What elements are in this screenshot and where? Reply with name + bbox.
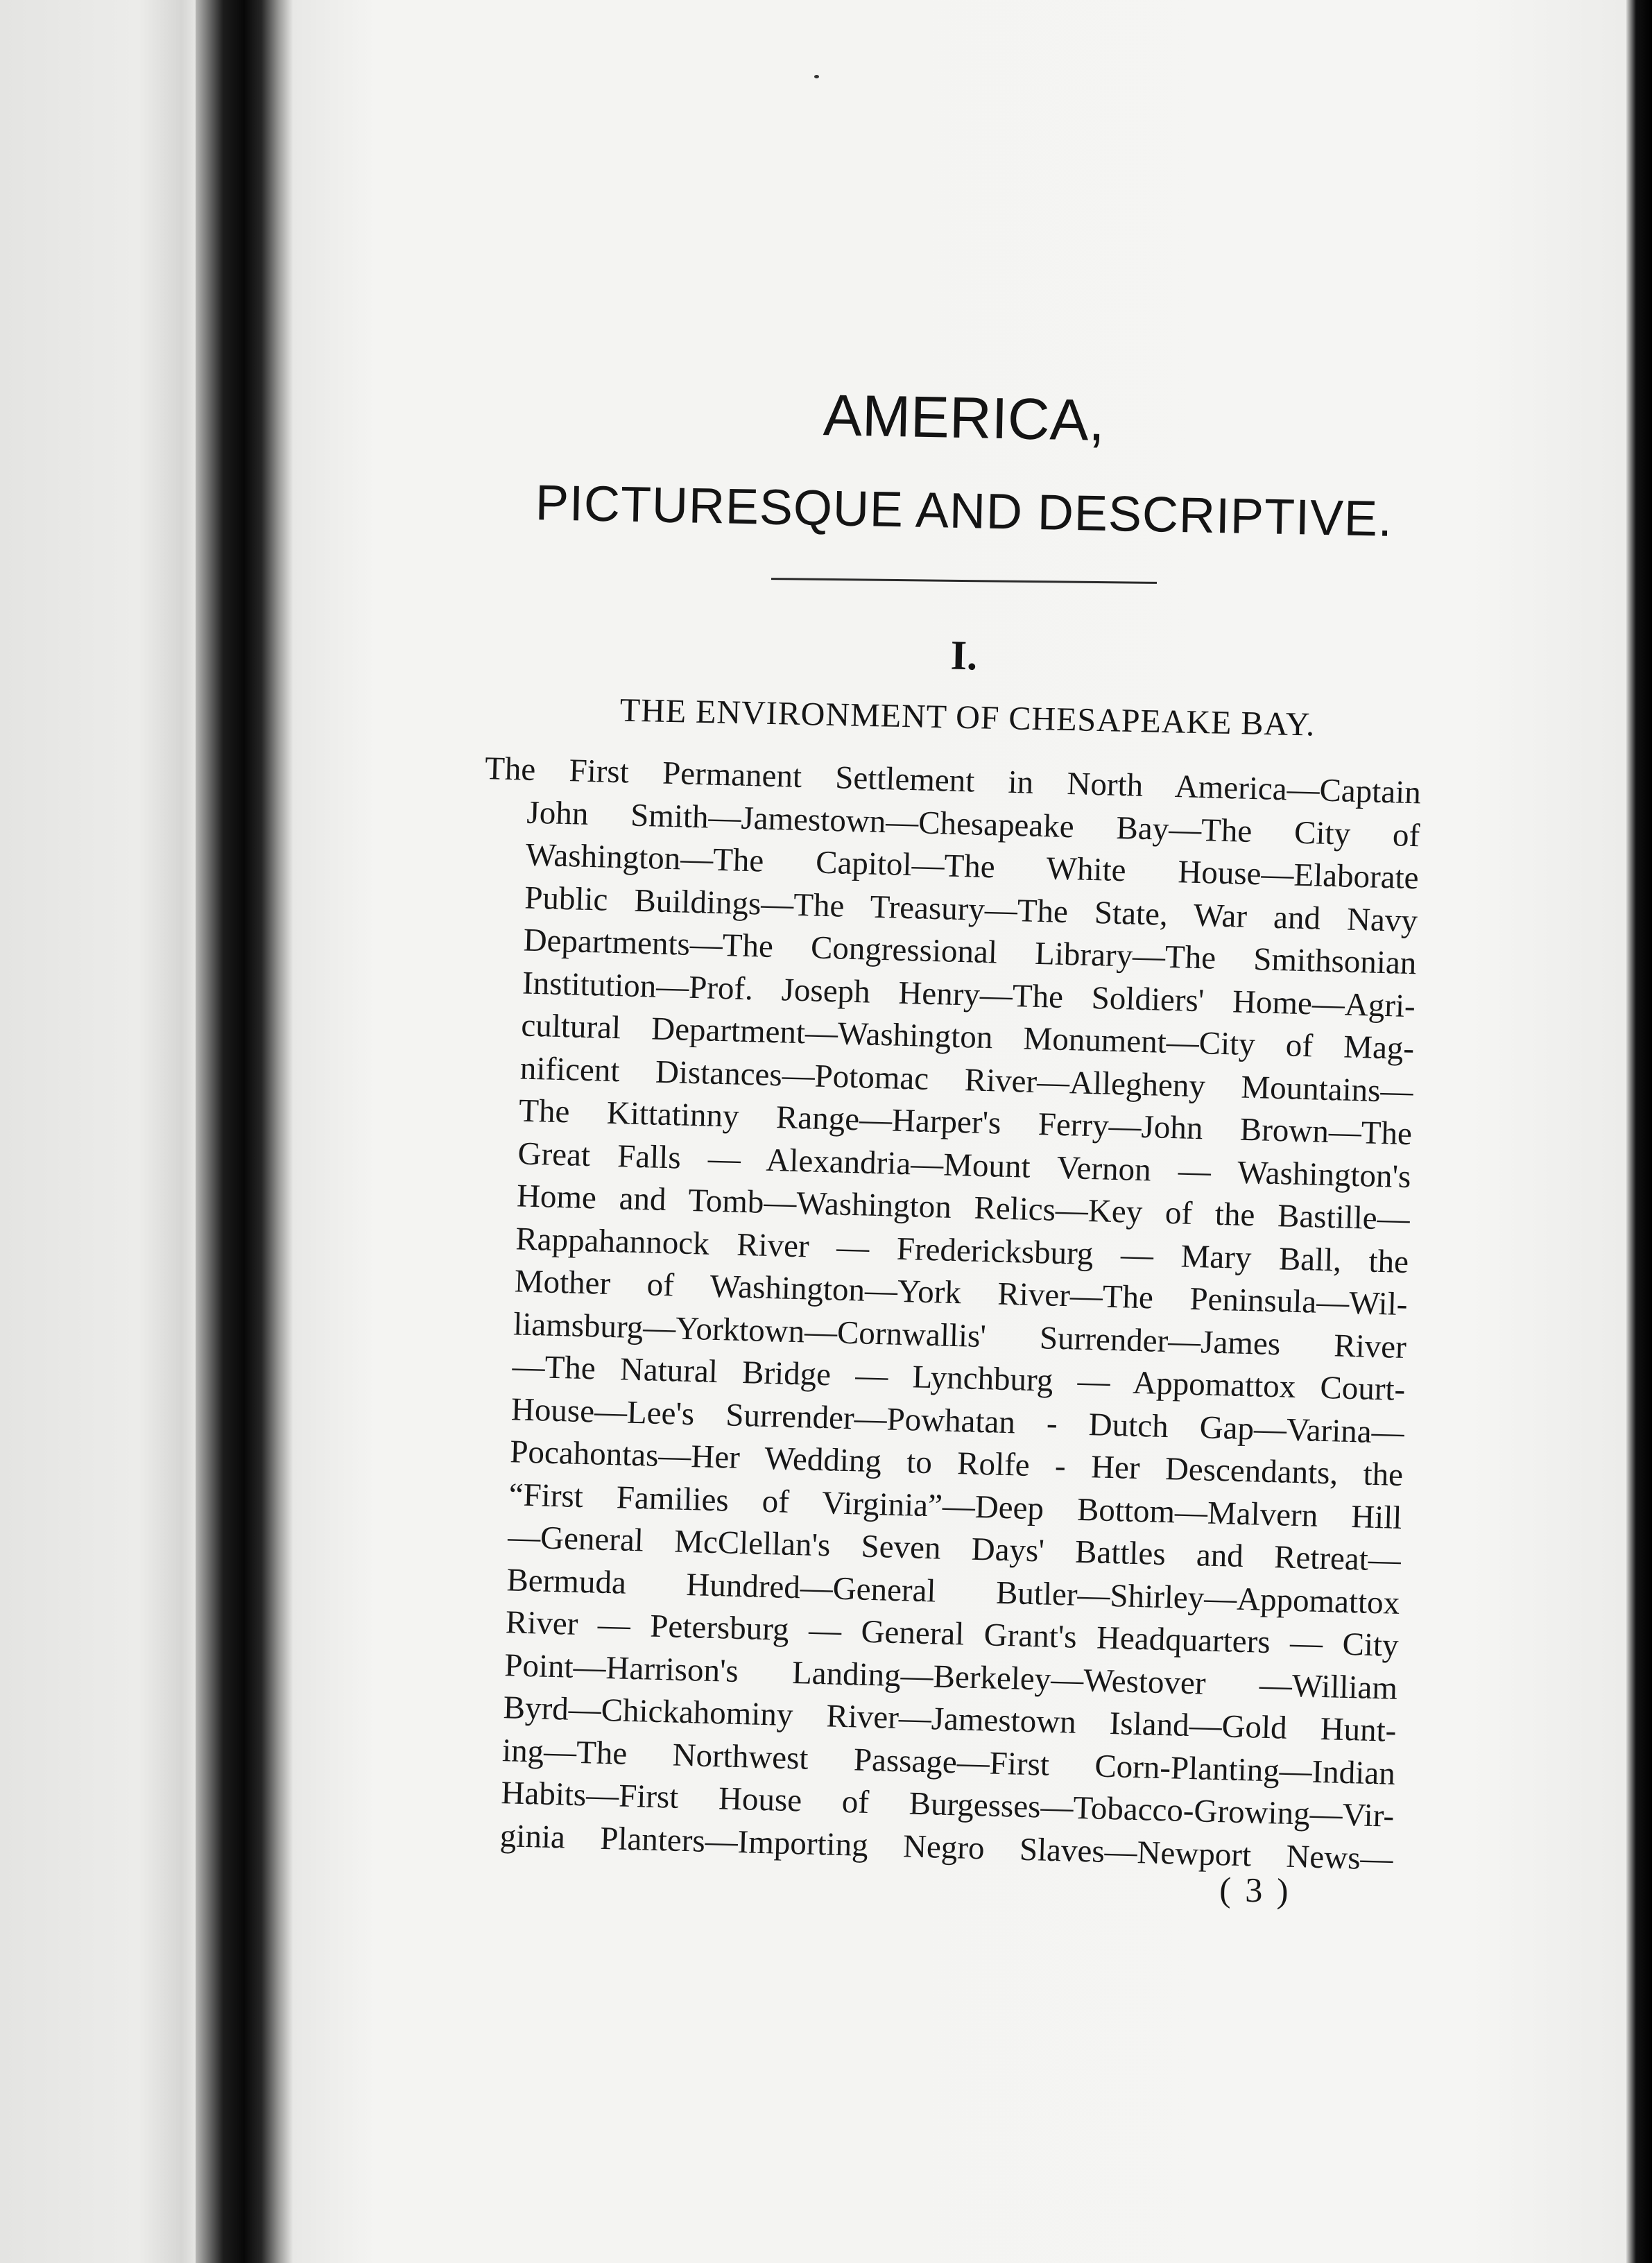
book-gutter-shadow bbox=[196, 0, 293, 2263]
synopsis-line: River — Petersburg — General Grant's Headquarters — City bbox=[505, 1604, 1400, 1664]
synopsis-line: The First Permanent Settlement in North America—Captain bbox=[484, 750, 1422, 811]
synopsis-line: Washington—The Capitol—The White House—Elaborate bbox=[525, 836, 1420, 897]
chapter-synopsis bbox=[456, 748, 1428, 1881]
synopsis-line: Departments—The Congressional Library—The Smithsonian bbox=[523, 922, 1417, 982]
synopsis-line: Mother of Washington—York River—The Peninsula—Wil- bbox=[514, 1263, 1409, 1323]
synopsis-line: —General McClellan's Seven Days' Battles and Retreat— bbox=[507, 1519, 1402, 1578]
ink-speck bbox=[814, 75, 819, 78]
synopsis-line: Institution—Prof. Joseph Henry—The Soldiers' Home—Agri- bbox=[522, 965, 1416, 1024]
scan-right-edge bbox=[1626, 0, 1652, 2263]
synopsis-line: liamsburg—Yorktown—Cornwallis' Surrender—James River bbox=[513, 1305, 1407, 1366]
synopsis-line: Public Buildings—The Treasury—The State, War and Navy bbox=[524, 879, 1418, 939]
synopsis-line: Habits—First House of Burgesses—Tobacco-Growing—Vir- bbox=[500, 1775, 1395, 1834]
synopsis-line: Point—Harrison's Landing—Berkeley—Westover —William bbox=[504, 1646, 1398, 1707]
synopsis-line: ing—The Northwest Passage—First Corn-Planting—Indian bbox=[501, 1732, 1396, 1792]
synopsis-line: Bermuda Hundred—General Butler—Shirley—Appomattox bbox=[506, 1561, 1400, 1621]
chapter-numeral: I. bbox=[950, 632, 978, 679]
synopsis-line: ginia Planters—Importing Negro Slaves—Newport News— bbox=[499, 1817, 1394, 1877]
synopsis-line: Byrd—Chickahominy River—Jamestown Island—Gold Hunt- bbox=[503, 1689, 1397, 1749]
synopsis-line: Home and Tomb—Washington Relics—Key of the Bastille— bbox=[516, 1178, 1411, 1238]
synopsis-line: nificent Distances—Potomac River—Allegheny Mountains— bbox=[519, 1049, 1414, 1110]
synopsis-line: House—Lee's Surrender—Powhatan - Dutch Gap—Varina— bbox=[510, 1391, 1405, 1451]
synopsis-line: —The Natural Bridge — Lynchburg — Appomattox Court- bbox=[511, 1348, 1406, 1409]
chapter-title: THE ENVIRONMENT OF CHESAPEAKE BAY. bbox=[619, 691, 1316, 743]
synopsis-line: cultural Department—Washington Monument—City of Mag- bbox=[520, 1007, 1415, 1067]
synopsis-line: The Kittatinny Range—Harper's Ferry—John Brown—The bbox=[518, 1092, 1413, 1153]
book-title: AMERICA, bbox=[823, 382, 1105, 453]
book-subtitle: PICTURESQUE AND DESCRIPTIVE. bbox=[535, 475, 1393, 547]
synopsis-line: Pocahontas—Her Wedding to Rolfe - Her Descendants, the bbox=[509, 1434, 1404, 1493]
synopsis-line: John Smith—Jamestown—Chesapeake Bay—The City of bbox=[526, 794, 1420, 854]
page-number: ( 3 ) bbox=[1219, 1869, 1292, 1911]
synopsis-line: Rappahannock River — Fredericksburg — Mary Ball, the bbox=[515, 1220, 1409, 1280]
synopsis-line: Great Falls — Alexandria—Mount Vernon — Washington's bbox=[517, 1135, 1411, 1195]
synopsis-line: “First Families of Virginia”—Deep Bottom—Malvern Hill bbox=[508, 1476, 1403, 1536]
facing-page-margin bbox=[0, 0, 208, 2263]
